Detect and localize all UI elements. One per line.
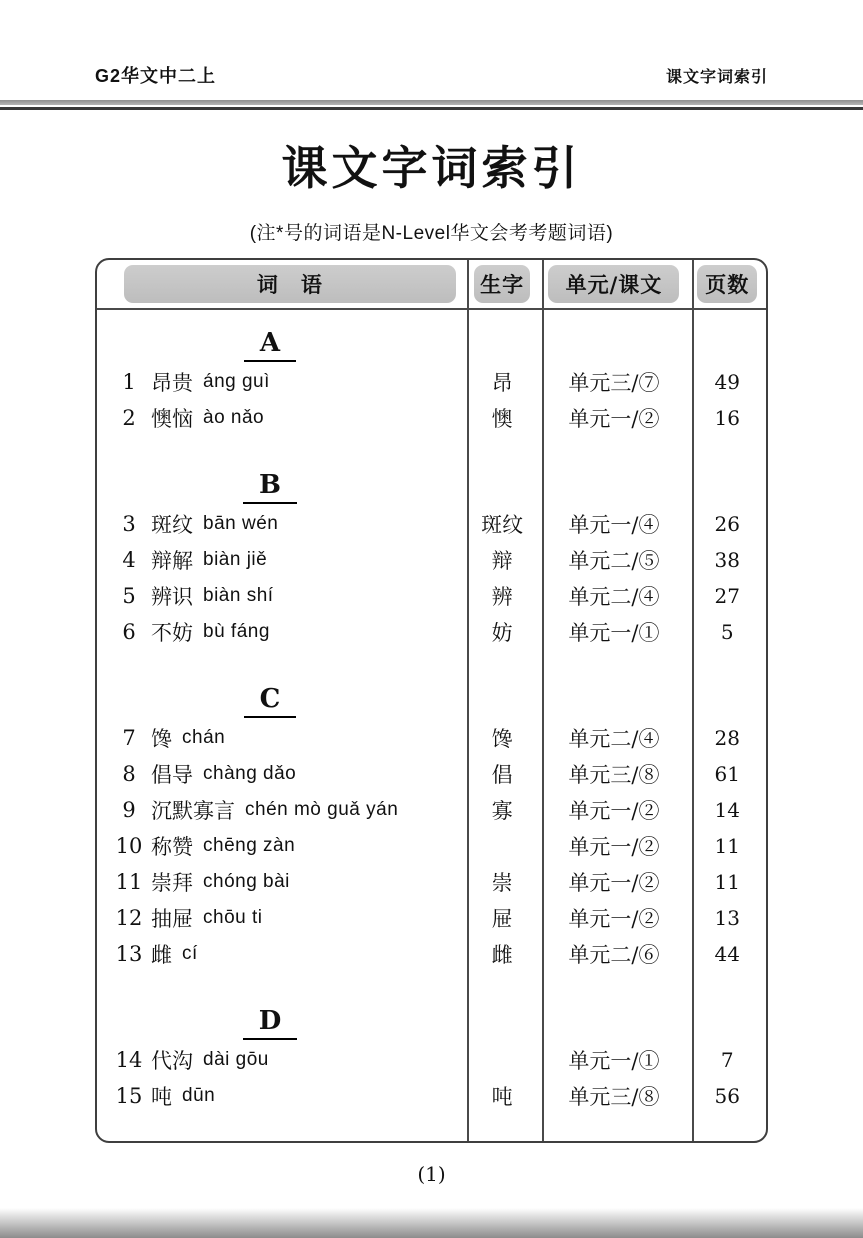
- entry-page-cell: 38: [714, 548, 740, 572]
- entry-pinyin: dài gōu: [203, 1049, 269, 1070]
- section-letter-row: [97, 470, 467, 506]
- entry-word: 吨: [151, 1085, 172, 1109]
- entry-page-cell: 7: [720, 1048, 734, 1072]
- entry-unit-lesson-cell: 单元一/②: [568, 871, 660, 895]
- table-row: [97, 828, 766, 864]
- index-section-A: [97, 328, 766, 436]
- entry-word: 抽屉: [151, 907, 193, 931]
- table-row: [97, 578, 766, 614]
- entry-unit-lesson-cell: 单元三/⑧: [568, 763, 660, 787]
- entry-new-char-cell: 雌: [491, 943, 513, 967]
- entry-word-cell: [97, 759, 465, 789]
- col-unit-header-cell: [539, 260, 688, 308]
- entry-word: 沉默寡言: [151, 799, 235, 823]
- entry-page-cell: 26: [714, 512, 740, 536]
- entry-number: 2: [122, 406, 136, 430]
- entry-pinyin: biàn shí: [203, 585, 274, 606]
- table-row: [97, 756, 766, 792]
- entry-new-char-cell: 寡: [491, 799, 513, 823]
- header-separator-line: [97, 308, 766, 310]
- entry-unit-lesson-cell: 单元一/①: [568, 621, 660, 645]
- entry-word-cell: [97, 403, 465, 433]
- running-header-right: 课文字词索引: [665, 69, 768, 86]
- entry-pinyin: chén mò guǎ yán: [245, 799, 399, 820]
- entry-number: 7: [122, 726, 136, 750]
- page-title: 课文字词索引: [281, 142, 582, 194]
- entry-word-cell: [97, 1045, 465, 1075]
- entry-number: 13: [115, 942, 143, 966]
- entry-pinyin: bān wén: [203, 513, 279, 534]
- entry-number: 4: [122, 548, 136, 572]
- entry-page-cell: 14: [714, 798, 740, 822]
- entry-unit-lesson-cell: 单元一/④: [568, 513, 660, 537]
- entry-page-cell: 49: [714, 370, 740, 394]
- entry-word-cell: [97, 723, 465, 753]
- entry-new-char-cell: 辩: [491, 549, 513, 573]
- entry-word: 昂贵: [151, 371, 193, 395]
- entry-new-char-cell: 妨: [491, 621, 513, 645]
- entry-page-cell: 13: [714, 906, 740, 930]
- entry-unit-lesson-cell: 单元二/⑥: [568, 943, 660, 967]
- table-body: [97, 328, 766, 1114]
- divider-thin-rule: [0, 107, 863, 110]
- entry-pinyin: chán: [182, 727, 226, 748]
- entry-word-cell: [97, 903, 465, 933]
- header-divider: [0, 100, 863, 110]
- table-row: [97, 614, 766, 650]
- entry-word: 崇拜: [151, 871, 193, 895]
- entry-pinyin: cí: [182, 943, 198, 964]
- page-number: (1): [417, 1162, 446, 1186]
- section-letter: B: [243, 470, 297, 504]
- entry-number: 8: [122, 762, 136, 786]
- col-char-header-cell: [465, 260, 540, 308]
- entry-pinyin: biàn jiě: [203, 549, 268, 570]
- table-row: [97, 720, 766, 756]
- entry-new-char-cell: 斑纹: [481, 513, 524, 537]
- entry-unit-lesson-cell: 单元一/②: [568, 407, 660, 431]
- entry-pinyin: áng guì: [203, 371, 270, 392]
- entry-pinyin: bù fáng: [203, 621, 270, 642]
- table-row: [97, 900, 766, 936]
- entry-page-cell: 5: [720, 620, 734, 644]
- entry-word-cell: [97, 509, 465, 539]
- entry-new-char-cell: 辨: [491, 585, 513, 609]
- entry-unit-lesson-cell: 单元一/②: [568, 907, 660, 931]
- entry-page-cell: 11: [714, 870, 740, 894]
- section-letter-row: [97, 328, 467, 364]
- entry-word: 不妨: [151, 621, 193, 645]
- entry-unit-lesson-cell: 单元二/⑤: [568, 549, 660, 573]
- entry-word: 馋: [151, 727, 172, 751]
- entry-new-char-cell: 吨: [491, 1085, 513, 1109]
- entry-word-cell: [97, 831, 465, 861]
- table-row: [97, 400, 766, 436]
- col-header-page: 页数: [697, 265, 757, 303]
- entry-unit-lesson-cell: 单元一/②: [568, 799, 660, 823]
- entry-number: 3: [122, 512, 136, 536]
- entry-new-char-cell: 倡: [491, 763, 513, 787]
- entry-pinyin: chóng bài: [203, 871, 290, 892]
- entry-pinyin: chēng zàn: [203, 835, 296, 856]
- entry-word: 辩解: [151, 549, 193, 573]
- running-header-left: G2华文中二上: [95, 66, 217, 86]
- entry-new-char-cell: 昂: [491, 371, 513, 395]
- entry-word: 辨识: [151, 585, 193, 609]
- index-section-D: [97, 1006, 766, 1114]
- entry-word-cell: [97, 545, 465, 575]
- entry-word: 雌: [151, 943, 172, 967]
- table-row: [97, 1078, 766, 1114]
- index-section-B: [97, 470, 766, 650]
- section-letter: D: [243, 1006, 298, 1040]
- entry-unit-lesson-cell: 单元一/①: [568, 1049, 660, 1073]
- section-letter-row: [97, 684, 467, 720]
- table-row: [97, 792, 766, 828]
- section-letter-row: [97, 1006, 467, 1042]
- entry-pinyin: ào nǎo: [203, 407, 265, 428]
- entry-new-char-cell: 懊: [491, 407, 513, 431]
- entry-page-cell: 27: [714, 584, 740, 608]
- entry-number: 5: [122, 584, 136, 608]
- entry-word-cell: [97, 617, 465, 647]
- entry-pinyin: chōu ti: [203, 907, 263, 928]
- col-word-header-cell: [97, 260, 465, 308]
- entry-word-cell: [97, 795, 465, 825]
- entry-unit-lesson-cell: 单元二/④: [568, 585, 660, 609]
- table-row: [97, 1042, 766, 1078]
- bottom-shadow: [0, 1208, 863, 1238]
- col-header-unit-lesson: 单元/课文: [548, 265, 679, 303]
- entry-pinyin: chàng dǎo: [203, 763, 297, 784]
- index-section-C: [97, 684, 766, 972]
- entry-pinyin: dūn: [182, 1085, 216, 1106]
- entry-number: 1: [122, 370, 136, 394]
- table-row: [97, 542, 766, 578]
- entry-unit-lesson-cell: 单元二/④: [568, 727, 660, 751]
- entry-word: 称赞: [151, 835, 193, 859]
- entry-number: 11: [115, 870, 143, 894]
- entry-number: 9: [122, 798, 136, 822]
- entry-word-cell: [97, 581, 465, 611]
- entry-number: 10: [115, 834, 143, 858]
- entry-number: 6: [122, 620, 136, 644]
- col-header-new-char: 生字: [474, 265, 531, 303]
- table-row: [97, 506, 766, 542]
- entry-new-char-cell: 馋: [491, 727, 513, 751]
- entry-word-cell: [97, 939, 465, 969]
- entry-new-char-cell: 崇: [491, 871, 513, 895]
- entry-page-cell: 28: [714, 726, 740, 750]
- entry-word-cell: [97, 867, 465, 897]
- entry-new-char-cell: 屉: [491, 907, 513, 931]
- entry-number: 12: [115, 906, 143, 930]
- entry-page-cell: 56: [714, 1084, 740, 1108]
- table-row: [97, 936, 766, 972]
- entry-word: 代沟: [151, 1049, 193, 1073]
- entry-number: 14: [115, 1048, 143, 1072]
- entry-word: 倡导: [151, 763, 193, 787]
- entry-page-cell: 44: [714, 942, 740, 966]
- index-table: [95, 258, 768, 1143]
- entry-word-cell: [97, 1081, 465, 1111]
- entry-page-cell: 16: [714, 406, 740, 430]
- entry-number: 15: [115, 1084, 143, 1108]
- entry-page-cell: 11: [714, 834, 740, 858]
- entry-word-cell: [97, 367, 465, 397]
- entry-word: 懊恼: [151, 407, 193, 431]
- entry-unit-lesson-cell: 单元一/②: [568, 835, 660, 859]
- entry-word: 斑纹: [151, 513, 193, 537]
- col-header-word: 词 语: [124, 265, 456, 303]
- running-header: [95, 62, 768, 88]
- col-page-header-cell: [688, 260, 766, 308]
- entry-page-cell: 61: [714, 762, 740, 786]
- entry-unit-lesson-cell: 单元三/⑧: [568, 1085, 660, 1109]
- table-row: [97, 864, 766, 900]
- table-header-row: [97, 260, 766, 308]
- subtitle-note: (注*号的词语是N-Level华文会考考题词语): [249, 223, 614, 244]
- table-row: [97, 364, 766, 400]
- entry-unit-lesson-cell: 单元三/⑦: [568, 371, 660, 395]
- section-letter: C: [244, 684, 297, 718]
- section-letter: A: [244, 328, 296, 362]
